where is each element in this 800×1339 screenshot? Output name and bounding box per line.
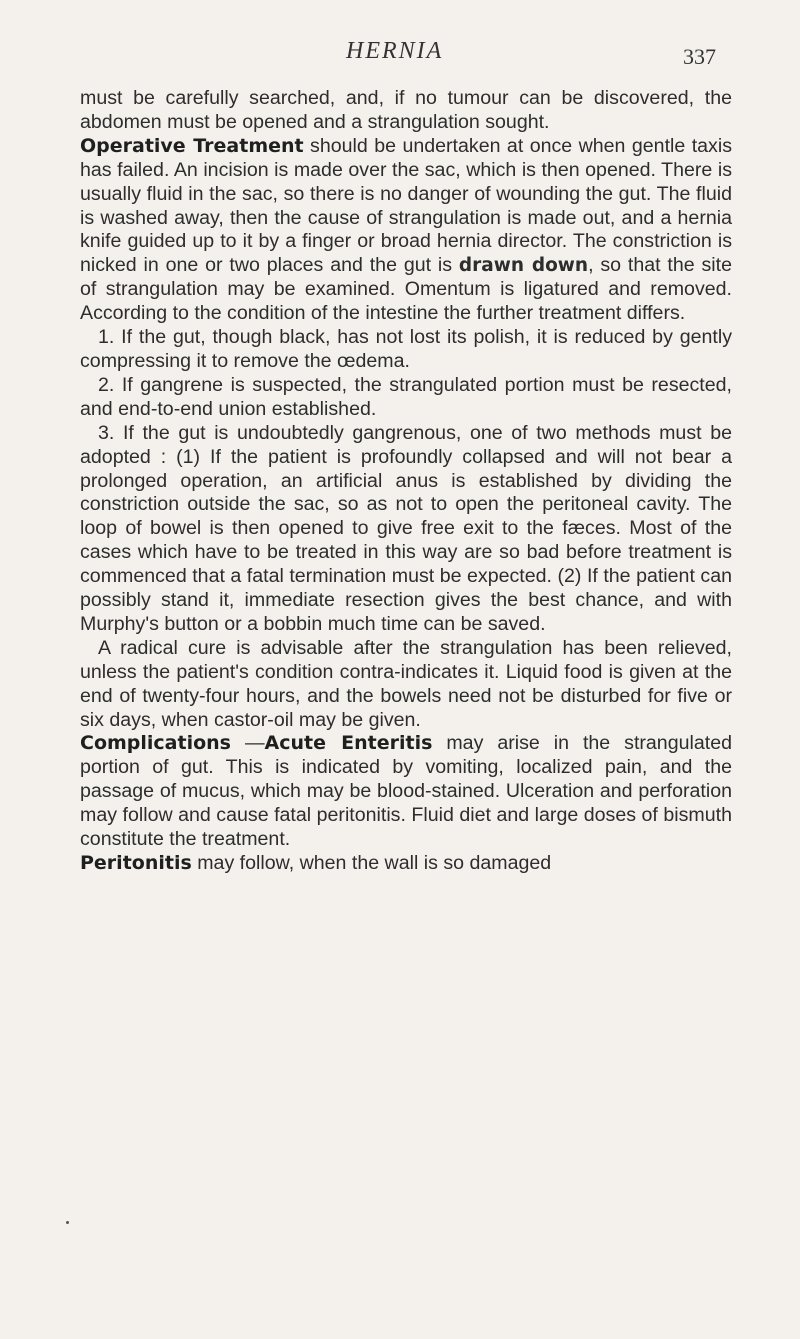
page-number: 337: [683, 44, 716, 69]
list-item-2: 2. If gangrene is suspected, the strangulated portion must be resected, and end-to-end union established.: [80, 373, 732, 420]
paragraph-text: should be undertaken at once when gentle taxis has failed. An incision is made over the sac, which is then opened. There is usually fluid in the sac, so there is no danger of wounding the gut. The fluid is washed away, then the cause of strangulation is made out, and a hernia knife guided up to it by a finger or broad hernia director. The constriction is nicked in one or two places and the gut is: [80, 134, 732, 277]
section-heading-peritonitis: Peritonitis: [80, 852, 192, 874]
paragraph-text: may follow, when the wall is so damaged: [191, 852, 552, 874]
paragraph-complications: [80, 732, 732, 852]
subheading-acute-enteritis: Acute Enteritis: [264, 732, 433, 755]
list-item-1: 1. If the gut, though black, has not lost its polish, it is reduced by gently compressing it to remove the œdema.: [80, 326, 732, 372]
heading-dash: —: [231, 732, 265, 755]
paragraph-continuation: must be carefully searched, and, if no tumour can be discovered, the abdomen must be opened and a strangulation sought.: [80, 87, 732, 133]
body-text: [80, 87, 732, 876]
section-heading-operative-treatment: Operative Treatment: [80, 134, 304, 157]
margin-mark: [66, 1221, 69, 1224]
paragraph-operative-treatment: [80, 135, 732, 326]
paragraph-peritonitis: [80, 852, 732, 876]
running-head: HERNIA: [346, 38, 444, 64]
paragraph-radical-cure: A radical cure is advisable after the strangulation has been relieved, unless the patient's condition contra-indicates it. Liquid food is given at the end of twenty-four hours, and the bowels need not be disturbed for five or six days, when castor-oil may be given.: [80, 636, 732, 731]
emphasis-drawn-down: drawn down: [458, 255, 589, 277]
section-heading-complications: Complications: [80, 732, 231, 755]
list-item-3: 3. If the gut is undoubtedly gangrenous, one of two methods must be adopted : (1) If the patient is profoundly collapsed and will not bear a prolonged operation, an artificial anus is established by dividing the constriction outside the sac, so as not to open the peritoneal cavity. The loop of bowel is then opened to give free exit to the fæces. Most of the cases which have to be treated in this way are so bad before treatment is commenced that a fatal termination must be expected. (2) If the patient can possibly stand it, immediate resection gives the best chance, and with Murphy's button or a bobbin much time can be saved.: [80, 421, 732, 635]
paragraph-text: , so that the site of strangulation may be examined. Omentum is ligatured and removed. According to the condition of the intestine the further treatment differs.: [80, 254, 733, 325]
paragraph-text: may arise in the strangulated portion of gut. This is indicated by vomiting, localized pain, and the passage of mucus, which may be blood-stained. Ulceration and perforation may follow and cause fatal peritonitis. Fluid diet and large doses of bismuth constitute the treatment.: [80, 732, 732, 851]
